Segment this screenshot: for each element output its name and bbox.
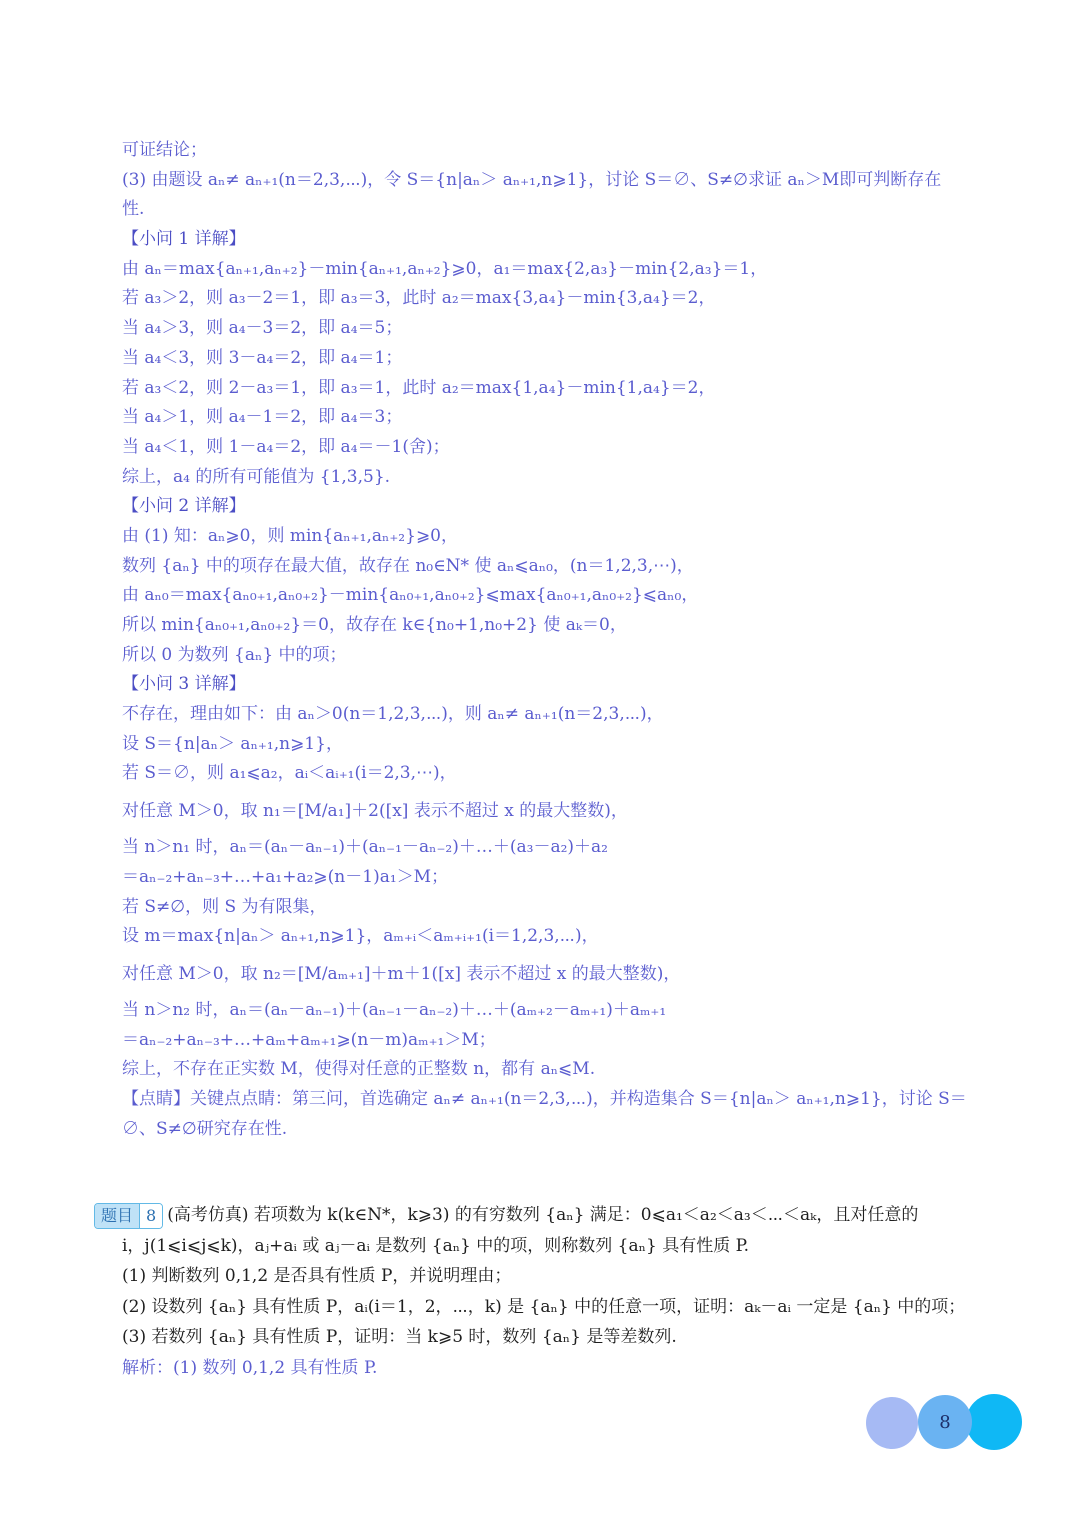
solution-line: 对任意 M＞0，取 n₂＝[M/aₘ₊₁]＋m＋1([x] 表示不超过 x 的最大整数)， — [122, 963, 681, 984]
page-decoration-circle — [966, 1394, 1022, 1450]
solution-line: ＝aₙ₋₂+aₙ₋₃+…+a₁+a₂⩾(n－1)a₁＞M； — [122, 866, 449, 887]
solution-line: ＝aₙ₋₂+aₙ₋₃+…+aₘ+aₘ₊₁⩾(n－m)aₘ₊₁＞M； — [122, 1029, 496, 1050]
problem-line — [94, 1200, 994, 1231]
problem-text: (高考仿真) 若项数为 k(k∈N*，k⩾3) 的有穷数列 {aₙ} 满足：0⩽a₁＜a₂＜a₃＜⋯＜aₖ，且对任意的 — [167, 1205, 919, 1225]
solution-line: 若 S＝∅，则 a₁⩽a₂，aᵢ＜aᵢ₊₁(i＝2,3,⋯)， — [122, 763, 457, 784]
solution-line: 由 aₙ＝max{aₙ₊₁,aₙ₊₂}－min{aₙ₊₁,aₙ₊₂}⩾0，a₁＝max{2,a₃}－min{2,a₃}＝1， — [122, 258, 768, 279]
section-heading: 【小问 1 详解】 — [122, 229, 246, 250]
solution-line: 若 a₃＜2，则 2－a₃＝1，即 a₃＝1，此时 a₂＝max{1,a₄}－min{1,a₄}＝2， — [122, 377, 716, 398]
solution-line: 设 m＝max{n|aₙ＞ aₙ₊₁,n⩾1}，aₘ₊ᵢ＜aₘ₊ᵢ₊₁(i＝1,2,3,⋯)， — [122, 926, 599, 947]
problem-section — [94, 1200, 994, 1383]
solution-line: 对任意 M＞0，取 n₁＝[M/a₁]＋2([x] 表示不超过 x 的最大整数)， — [122, 801, 628, 822]
solution-line: 若 S≠∅，则 S 为有限集， — [122, 896, 327, 917]
section-heading: 【小问 3 详解】 — [122, 674, 246, 695]
solution-line: 当 a₄＜1，则 1－a₄＝2，即 a₄＝－1(舍)； — [122, 436, 450, 457]
solution-line: 当 a₄＜3，则 3－a₄＝2，即 a₄＝1； — [122, 347, 403, 368]
solution-line: 综上，不存在正实数 M，使得对任意的正整数 n，都有 aₙ⩽M. — [122, 1059, 596, 1080]
solution-section — [122, 136, 992, 1139]
problem-badge-number: 8 — [139, 1204, 162, 1228]
solution-line: 可证结论； — [122, 140, 207, 160]
problem-line: (3) 若数列 {aₙ} 具有性质 P，证明：当 k⩾5 时，数列 {aₙ} 是等差数列. — [122, 1327, 677, 1347]
solution-line: 当 n＞n₂ 时，aₙ＝(aₙ－aₙ₋₁)＋(aₙ₋₁－aₙ₋₂)＋…＋(aₘ₊₂－aₘ₊₁)＋aₘ₊₁ — [122, 999, 667, 1020]
solution-line: 由 (1) 知：aₙ⩾0，则 min{aₙ₊₁,aₙ₊₂}⩾0， — [122, 525, 458, 546]
solution-line: 由 aₙ₀＝max{aₙ₀₊₁,aₙ₀₊₂}－min{aₙ₀₊₁,aₙ₀₊₂}⩽max{aₙ₀₊₁,aₙ₀₊₂}⩽aₙ₀， — [122, 585, 699, 606]
problem-badge — [94, 1203, 163, 1229]
key-point-note: 【点睛】关键点点睛：第三问，首选确定 aₙ≠ aₙ₊₁(n＝2,3,⋯)，并构造集合 S＝{n|aₙ＞ aₙ₊₁,n⩾1}，讨论 S＝∅、S≠∅研究存在性. — [122, 1088, 967, 1139]
page-decoration-circle — [866, 1397, 918, 1449]
solution-line: 数列 {aₙ} 中的项存在最大值，故存在 n₀∈N* 使 aₙ⩽aₙ₀，(n＝1,2,3,⋯)， — [122, 555, 694, 576]
solution-line: 当 n＞n₁ 时，aₙ＝(aₙ－aₙ₋₁)＋(aₙ₋₁－aₙ₋₂)＋…＋(a₃－a₂)＋a₂ — [122, 837, 608, 858]
page-number: 8 — [939, 1411, 951, 1433]
problem-badge-label: 题目 — [95, 1204, 139, 1228]
solution-line: 当 a₄＞1，则 a₄－1＝2，即 a₄＝3； — [122, 407, 403, 428]
page-number-circle — [918, 1395, 972, 1449]
solution-line: 不存在，理由如下：由 aₙ＞0(n＝1,2,3,⋯)，则 aₙ≠ aₙ₊₁(n＝2,3,⋯)， — [122, 704, 664, 725]
problem-line: (2) 设数列 {aₙ} 具有性质 P，aᵢ(i＝1，2，⋯，k) 是 {aₙ} 中的任意一项，证明：aₖ－aᵢ 一定是 {aₙ} 中的项； — [122, 1296, 966, 1317]
solution-line: 所以 0 为数列 {aₙ} 中的项； — [122, 644, 347, 665]
section-heading: 【小问 2 详解】 — [122, 496, 246, 517]
problem-line: i，j(1⩽i⩽j⩽k)，aⱼ+aᵢ 或 aⱼ－aᵢ 是数列 {aₙ} 中的项，则称数列 {aₙ} 具有性质 P. — [122, 1235, 750, 1256]
solution-line: 所以 min{aₙ₀₊₁,aₙ₀₊₂}＝0，故存在 k∈{n₀+1,n₀+2} 使 aₖ＝0， — [122, 615, 627, 635]
problem-line: (1) 判断数列 0,1,2 是否具有性质 P，并说明理由； — [122, 1266, 512, 1286]
solution-line: 若 a₃＞2，则 a₃－2＝1，即 a₃＝3，此时 a₂＝max{3,a₄}－min{3,a₄}＝2， — [122, 288, 716, 309]
solution-line: 性. — [122, 199, 145, 220]
analysis-line: 解析：(1) 数列 0,1,2 具有性质 P. — [122, 1357, 378, 1378]
solution-line: (3) 由题设 aₙ≠ aₙ₊₁(n＝2,3,⋯)，令 S＝{n|aₙ＞ aₙ₊₁,n⩾1}，讨论 S＝∅、S≠∅求证 aₙ＞M即可判断存在 — [122, 169, 942, 190]
solution-line: 设 S＝{n|aₙ＞ aₙ₊₁,n⩾1}， — [122, 733, 343, 754]
solution-line: 综上，a₄ 的所有可能值为 {1,3,5}. — [122, 466, 391, 487]
solution-line: 当 a₄＞3，则 a₄－3＝2，即 a₄＝5； — [122, 318, 403, 339]
